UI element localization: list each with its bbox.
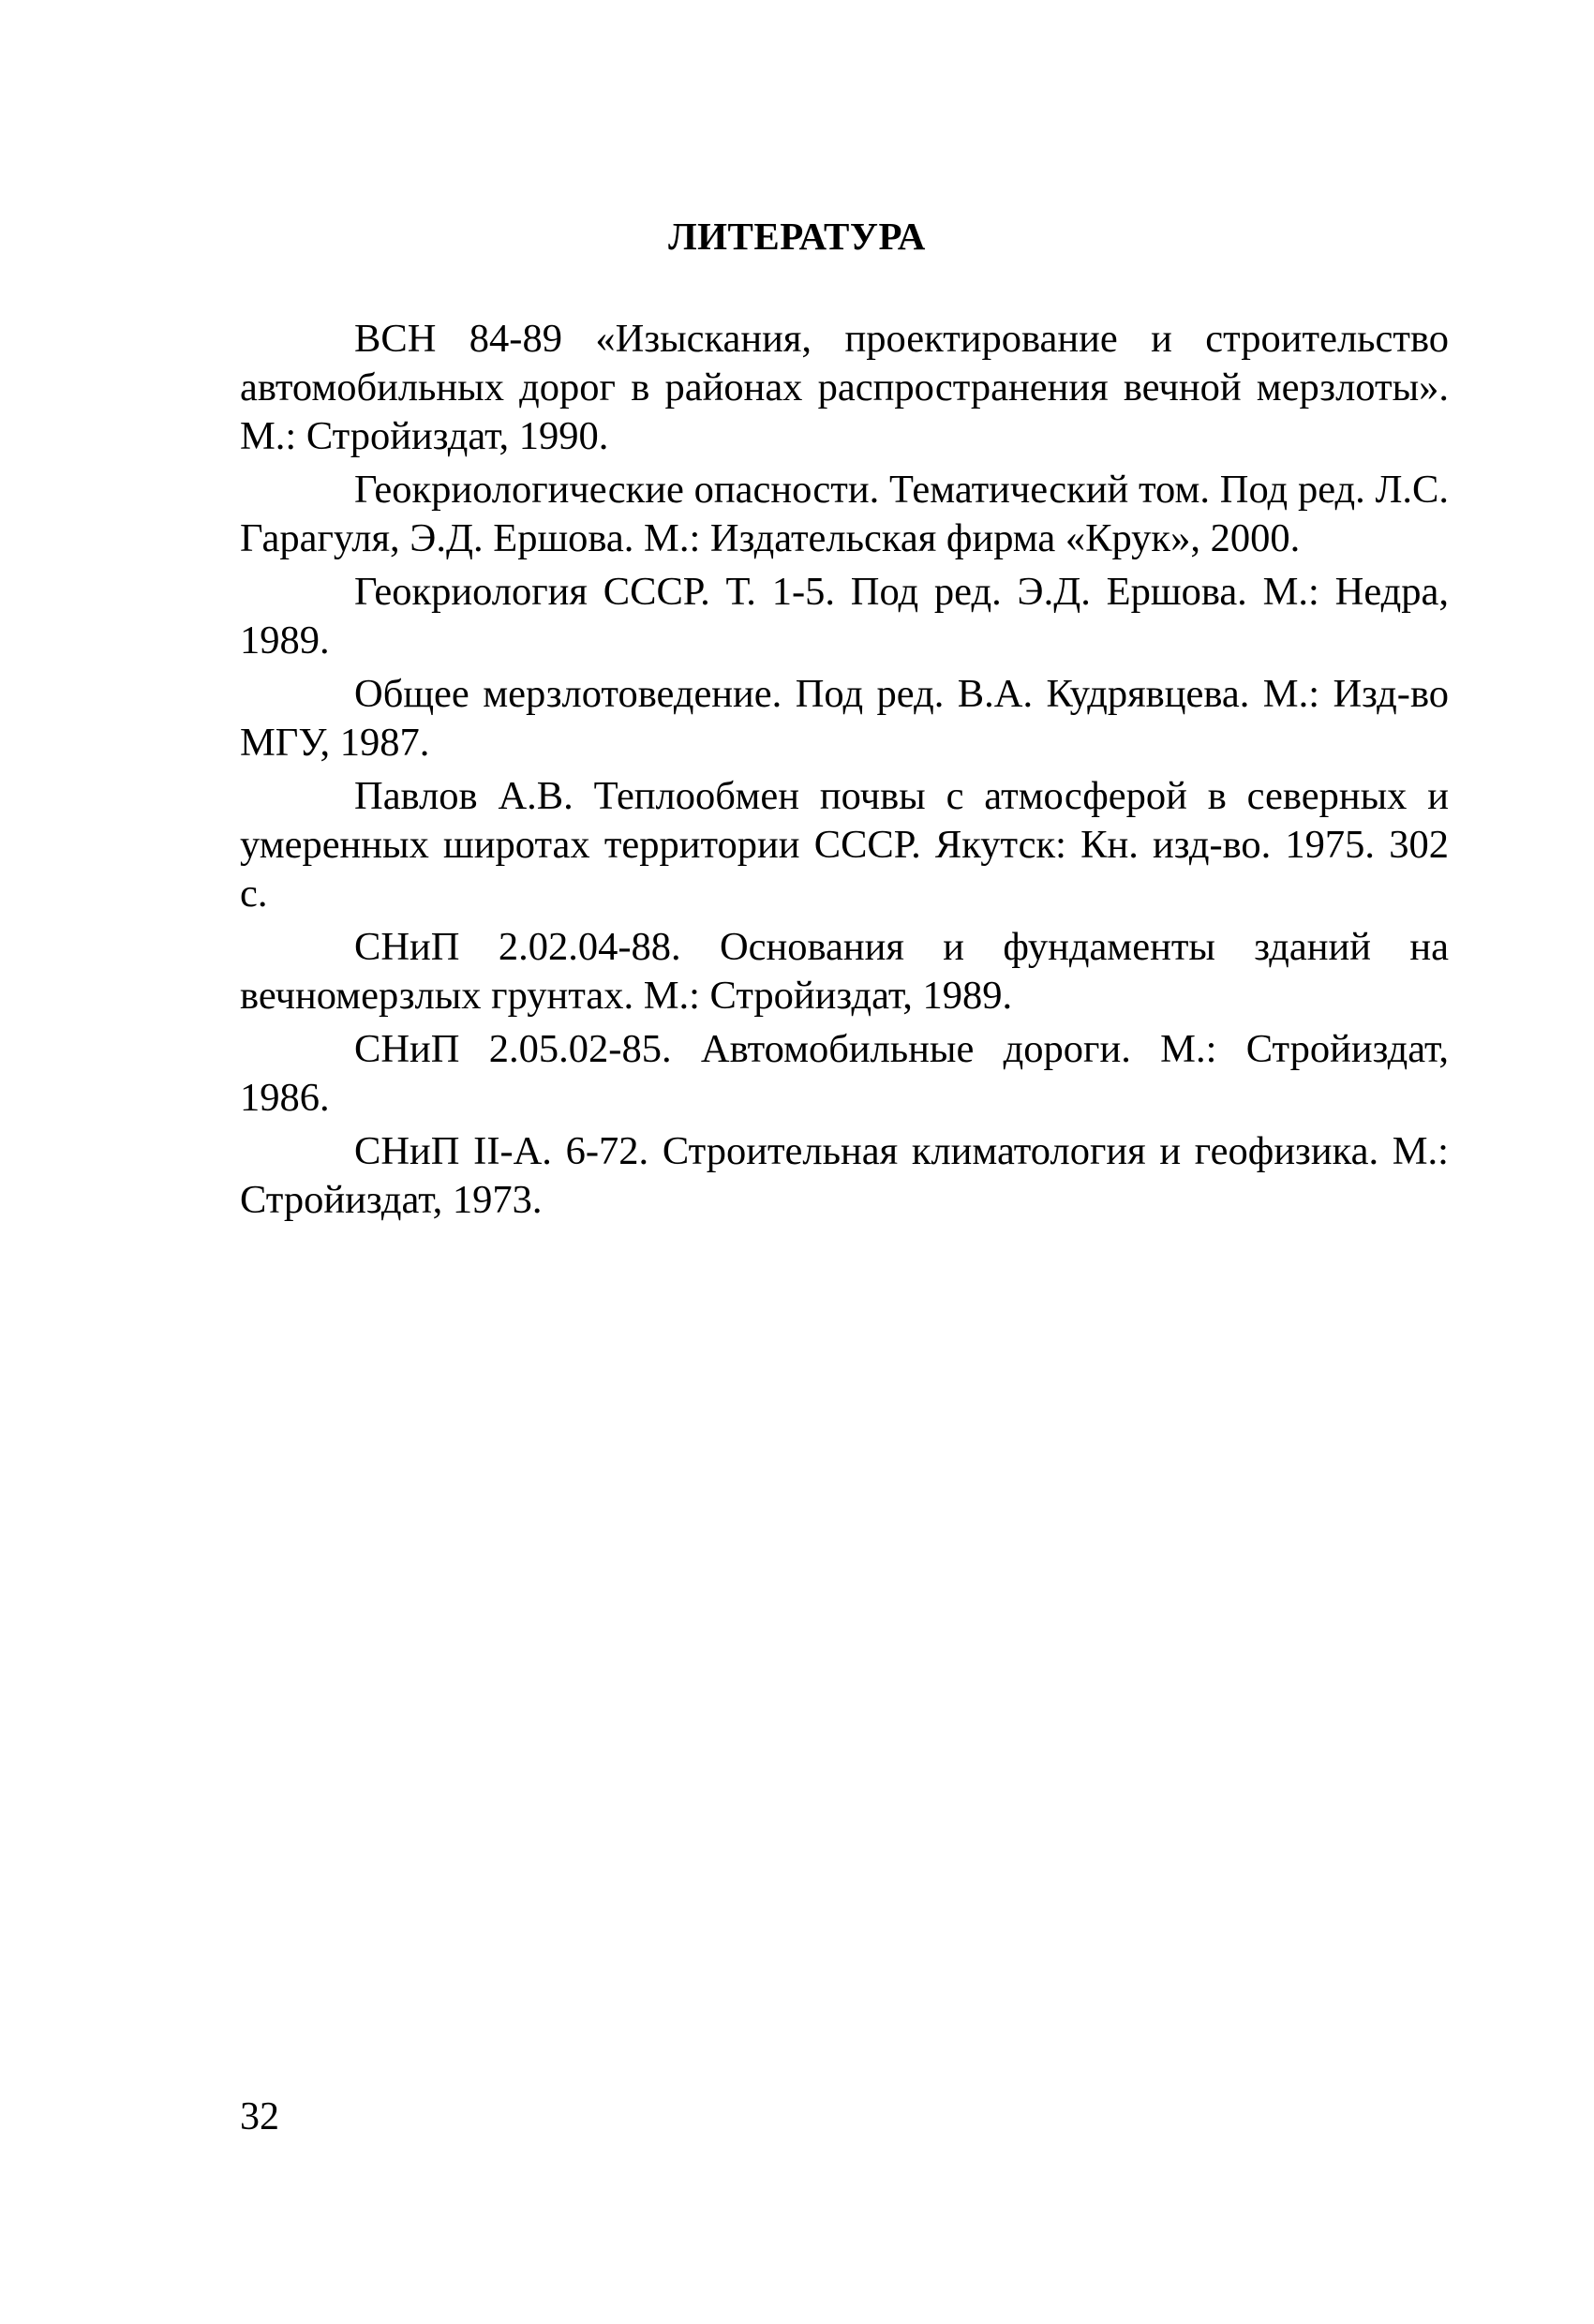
reference-item: Общее мерзлотоведение. Под ред. В.А. Кудрявцева. М.: Изд-во МГУ, 1987. bbox=[240, 672, 1449, 765]
reference-item: СНиП 2.05.02-85. Автомобильные дороги. М.: Стройиздат, 1986. bbox=[240, 1027, 1449, 1120]
reference-item: СНиП II-А. 6-72. Строительная климатология и геофизика. М.: Стройиздат, 1973. bbox=[240, 1129, 1449, 1222]
page-title: ЛИТЕРАТУРА bbox=[668, 215, 926, 258]
reference-item: Геокриологические опасности. Тематический том. Под ред. Л.С. Гарагуля, Э.Д. Ершова. М.: Издательская фирма «Крук», 2000. bbox=[240, 468, 1449, 560]
reference-item: СНиП 2.02.04-88. Основания и фундаменты зданий на вечномерзлых грунтах. М.: Стройиздат, 1989. bbox=[240, 925, 1449, 1018]
reference-list bbox=[240, 315, 1449, 1229]
page-number: 32 bbox=[240, 2095, 279, 2138]
reference-item: Павлов А.В. Теплообмен почвы с атмосферой в северных и умеренных широтах территории СССР. Якутск: Кн. изд-во. 1975. 302 с. bbox=[240, 774, 1449, 916]
reference-item: ВСН 84-89 «Изыскания, проектирование и строительство автомобильных дорог в районах распространения вечной мерзлоты». М.: Стройиздат, 1990. bbox=[240, 317, 1449, 458]
reference-item: Геокриология СССР. Т. 1-5. Под ред. Э.Д. Ершова. М.: Недра, 1989. bbox=[240, 570, 1449, 663]
